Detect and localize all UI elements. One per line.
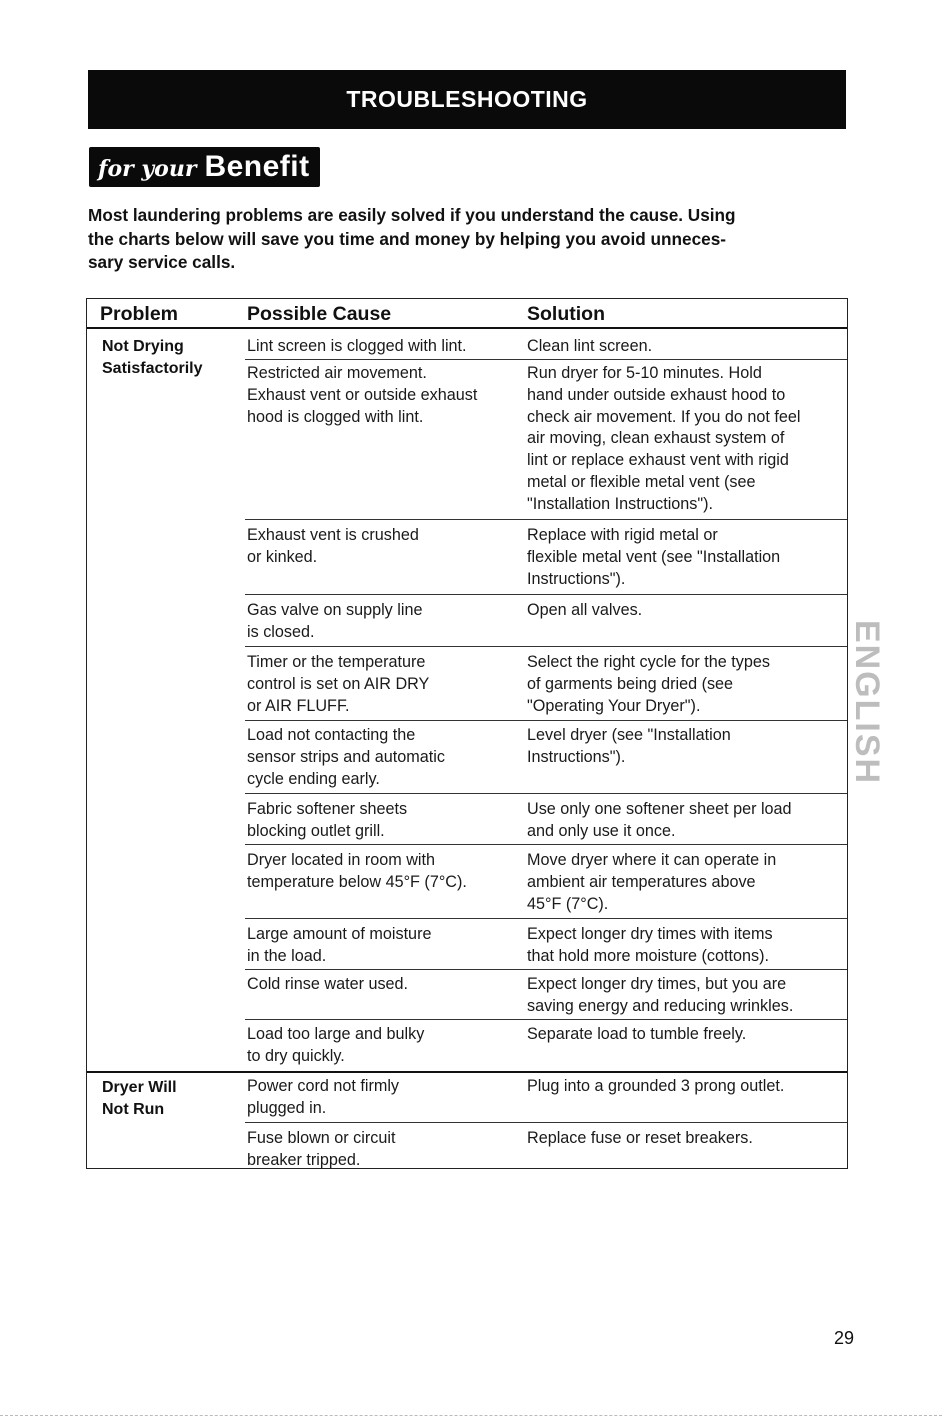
cause-line: breaker tripped.	[247, 1150, 361, 1169]
cause-line: Cold rinse water used.	[247, 975, 409, 993]
cause-line: Lint screen is clogged with lint.	[247, 337, 467, 355]
cause-line: sensor strips and automatic	[247, 747, 445, 766]
solution-line: Replace with rigid metal or	[527, 526, 718, 544]
solution-cell	[527, 924, 773, 968]
row-divider	[245, 844, 847, 845]
column-header-problem: Problem	[100, 303, 179, 325]
cause-cell	[247, 600, 422, 644]
cause-line: Exhaust vent is crushed	[247, 526, 419, 544]
solution-cell	[527, 363, 801, 516]
solution-line: flexible metal vent (see "Installation	[527, 547, 781, 566]
solution-line: Level dryer (see "Installation	[527, 726, 731, 744]
solution-line: lint or replace exhaust vent with rigid	[527, 451, 789, 470]
problem-line: Not Drying	[102, 338, 184, 355]
solution-line: Run dryer for 5-10 minutes. Hold	[527, 364, 762, 382]
solution-line: metal or flexible metal vent (see	[527, 472, 756, 491]
cause-cell	[247, 850, 467, 894]
cause-line: Large amount of moisture	[247, 925, 432, 943]
solution-cell	[527, 1128, 753, 1150]
problem-line: Dryer Will	[102, 1079, 177, 1096]
badge-bold-text: Benefit	[204, 150, 310, 183]
solution-line: Separate load to tumble freely.	[527, 1025, 747, 1043]
side-language-label	[848, 592, 887, 812]
intro-line: the charts below will save you time and money by helping you avoid unneces-	[88, 228, 726, 249]
cause-cell	[247, 1128, 395, 1172]
header-title: TROUBLESHOOTING	[346, 86, 588, 112]
solution-line: Open all valves.	[527, 601, 643, 619]
solution-cell	[527, 974, 793, 1018]
cause-cell	[247, 1076, 399, 1120]
cause-line: Gas valve on supply line	[247, 601, 423, 619]
cause-line: Restricted air movement.	[247, 364, 427, 382]
cause-cell	[247, 652, 429, 717]
intro-line: sary service calls.	[88, 252, 236, 272]
cause-cell	[247, 336, 467, 358]
cause-line: temperature below 45°F (7°C).	[247, 872, 467, 891]
cause-cell	[247, 725, 445, 790]
cause-line: is closed.	[247, 622, 315, 641]
solution-line: Plug into a grounded 3 prong outlet.	[527, 1077, 785, 1095]
problem-line: Satisfactorily	[102, 360, 203, 377]
page-bottom-edge	[0, 1415, 942, 1416]
solution-line: "Operating Your Dryer").	[527, 696, 701, 715]
cause-line: hood is clogged with lint.	[247, 407, 424, 426]
row-divider	[245, 594, 847, 595]
header-divider	[87, 327, 847, 329]
cause-line: Power cord not firmly	[247, 1077, 400, 1095]
problem-line: Not Run	[102, 1101, 165, 1118]
cause-cell	[247, 525, 419, 569]
row-divider	[245, 1019, 847, 1020]
side-label-text: ENGLISH	[848, 619, 887, 785]
cause-line: or AIR FLUFF.	[247, 696, 350, 715]
solution-cell	[527, 652, 770, 717]
problem-label	[102, 1077, 177, 1121]
solution-cell	[527, 850, 776, 915]
solution-line: "Installation Instructions").	[527, 494, 714, 513]
solution-cell	[527, 600, 642, 622]
cause-line: in the load.	[247, 946, 327, 965]
cause-line: Exhaust vent or outside exhaust	[247, 385, 478, 404]
solution-line: that hold more moisture (cottons).	[527, 946, 770, 965]
intro-paragraph	[88, 204, 848, 275]
solution-line: hand under outside exhaust hood to	[527, 385, 786, 404]
solution-line: ambient air temperatures above	[527, 872, 756, 891]
cause-cell	[247, 924, 431, 968]
cause-cell	[247, 799, 407, 843]
solution-line: and only use it once.	[527, 821, 676, 840]
solution-cell	[527, 1024, 746, 1046]
cause-line: Fabric softener sheets	[247, 800, 408, 818]
cause-line: or kinked.	[247, 547, 318, 566]
solution-line: Instructions").	[527, 569, 626, 588]
cause-line: cycle ending early.	[247, 769, 380, 788]
cause-line: Load too large and bulky	[247, 1025, 425, 1043]
row-divider	[245, 793, 847, 794]
page-header	[88, 70, 846, 129]
solution-line: 45°F (7°C).	[527, 894, 609, 913]
cause-cell	[247, 974, 408, 996]
solution-line: of garments being dried (see	[527, 674, 734, 693]
cause-cell	[247, 363, 477, 428]
solution-line: Replace fuse or reset breakers.	[527, 1129, 753, 1147]
solution-cell	[527, 799, 792, 843]
table-bottom-border	[87, 1168, 847, 1169]
solution-cell	[527, 1076, 784, 1098]
row-divider	[245, 1122, 847, 1123]
row-divider	[245, 359, 847, 360]
solution-line: Expect longer dry times, but you are	[527, 975, 787, 993]
solution-cell	[527, 525, 780, 590]
section-divider	[87, 1071, 847, 1073]
row-divider	[245, 646, 847, 647]
cause-line: to dry quickly.	[247, 1046, 345, 1065]
row-divider	[245, 918, 847, 919]
solution-line: Instructions").	[527, 747, 626, 766]
solution-line: Clean lint screen.	[527, 337, 653, 355]
troubleshooting-table	[86, 298, 848, 1169]
solution-line: Select the right cycle for the types	[527, 653, 770, 671]
cause-line: Fuse blown or circuit	[247, 1129, 396, 1147]
solution-line: Expect longer dry times with items	[527, 925, 773, 943]
cause-cell	[247, 1024, 424, 1068]
solution-line: Use only one softener sheet per load	[527, 800, 792, 818]
solution-line: Move dryer where it can operate in	[527, 851, 777, 869]
badge-script-text: for your	[98, 156, 197, 182]
column-header-solution: Solution	[527, 303, 605, 325]
row-divider	[245, 519, 847, 520]
solution-cell	[527, 336, 652, 358]
solution-line: saving energy and reducing wrinkles.	[527, 996, 794, 1015]
solution-cell	[527, 725, 731, 769]
cause-line: Timer or the temperature	[247, 653, 426, 671]
for-your-benefit-badge	[89, 147, 320, 187]
intro-line: Most laundering problems are easily solved if you understand the cause. Using	[88, 205, 736, 225]
cause-line: Dryer located in room with	[247, 851, 436, 869]
row-divider	[245, 720, 847, 721]
solution-line: check air movement. If you do not feel	[527, 407, 801, 426]
problem-label	[102, 336, 202, 380]
solution-line: air moving, clean exhaust system of	[527, 429, 785, 448]
page-number: 29	[834, 1328, 855, 1348]
row-divider	[245, 969, 847, 970]
cause-line: Load not contacting the	[247, 726, 416, 744]
column-header-cause: Possible Cause	[247, 303, 392, 325]
cause-line: blocking outlet grill.	[247, 821, 385, 840]
cause-line: plugged in.	[247, 1098, 327, 1117]
cause-line: control is set on AIR DRY	[247, 674, 430, 693]
